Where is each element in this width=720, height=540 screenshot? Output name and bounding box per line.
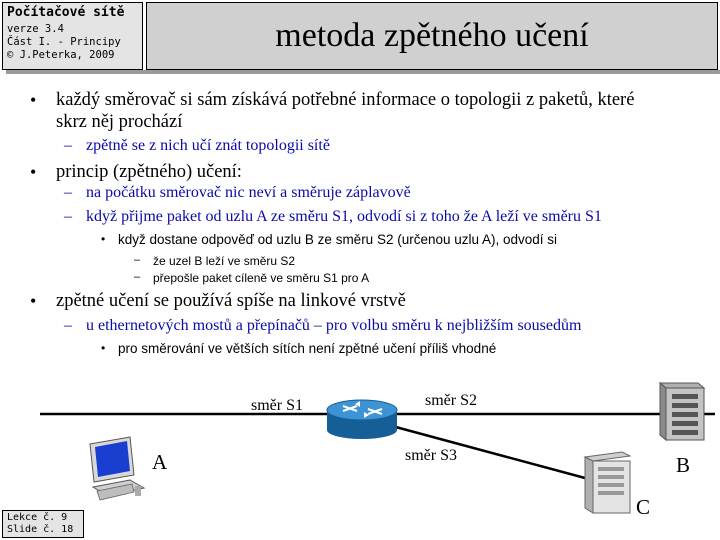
desktop-computer-icon <box>90 437 144 500</box>
node-b-label: B <box>676 453 691 477</box>
bullet-text-level-2: zpětně se z nich učí znát topologii sítě <box>86 137 330 154</box>
bullet-marker: • <box>101 232 106 246</box>
direction-s3-label: směr S3 <box>405 447 457 464</box>
bullet-text-level-2: u ethernetových mostů a přepínačů – pro volbu směru k nejbližším sousedům <box>86 317 582 334</box>
course-part: Část I. - Principy <box>7 36 121 48</box>
bullet-marker: – <box>134 254 141 266</box>
direction-s1-label: směr S1 <box>251 397 303 414</box>
bullet-text-level-3: pro směrování ve větších sítích není zpětné učení příliš vhodné <box>118 341 497 356</box>
node-c-label: C <box>636 495 651 519</box>
bullet-text-level-2: když přijme paket od uzlu A ze směru S1, odvodí si z toho že A leží ve směru S1 <box>86 208 602 225</box>
bullet-marker: – <box>64 137 72 154</box>
slide-title: metoda zpětného učení <box>146 2 718 70</box>
bullet-text-level-3: když dostane odpověď od uzlu B ze směru S2 (určenou uzlu A), odvodí si <box>118 232 558 247</box>
bullet-marker: • <box>30 90 37 110</box>
bullet-text-level-1: princip (zpětného) učení: <box>56 162 242 182</box>
course-author: © J.Peterka, 2009 <box>7 49 115 61</box>
bullet-marker: • <box>30 291 37 311</box>
course-name: Počítačové sítě <box>7 5 125 20</box>
course-version: verze 3.4 <box>7 23 64 35</box>
server-icon <box>585 452 630 513</box>
slide-number: Slide č. 18 <box>7 524 74 535</box>
node-a-label: A <box>152 450 168 474</box>
server-icon <box>660 383 704 440</box>
bullet-text-level-4: přepošle paket cíleně ve směru S1 pro A <box>153 271 370 285</box>
bullet-marker: – <box>64 208 72 225</box>
router-icon <box>327 400 397 439</box>
bullet-marker: – <box>134 271 141 283</box>
bullet-text-level-2: na počátku směrovač nic neví a směruje záplavově <box>86 184 411 201</box>
bullet-marker: – <box>64 317 72 334</box>
direction-s2-label: směr S2 <box>425 392 477 409</box>
bullet-text-level-1: každý směrovač si sám získává potřebné informace o topologii z paketů, které <box>56 90 635 110</box>
bullet-marker: – <box>64 184 72 201</box>
slide-footer <box>2 510 84 538</box>
bullet-text-level-1: skrz něj prochází <box>56 112 183 132</box>
bullet-marker: • <box>30 162 37 182</box>
bullet-text-level-4: že uzel B leží ve směru S2 <box>153 254 296 268</box>
lecture-number: Lekce č. 9 <box>7 512 68 523</box>
bullet-marker: • <box>101 341 106 355</box>
bullet-text-level-1: zpětné učení se používá spíše na linkové vrstvě <box>56 291 406 311</box>
